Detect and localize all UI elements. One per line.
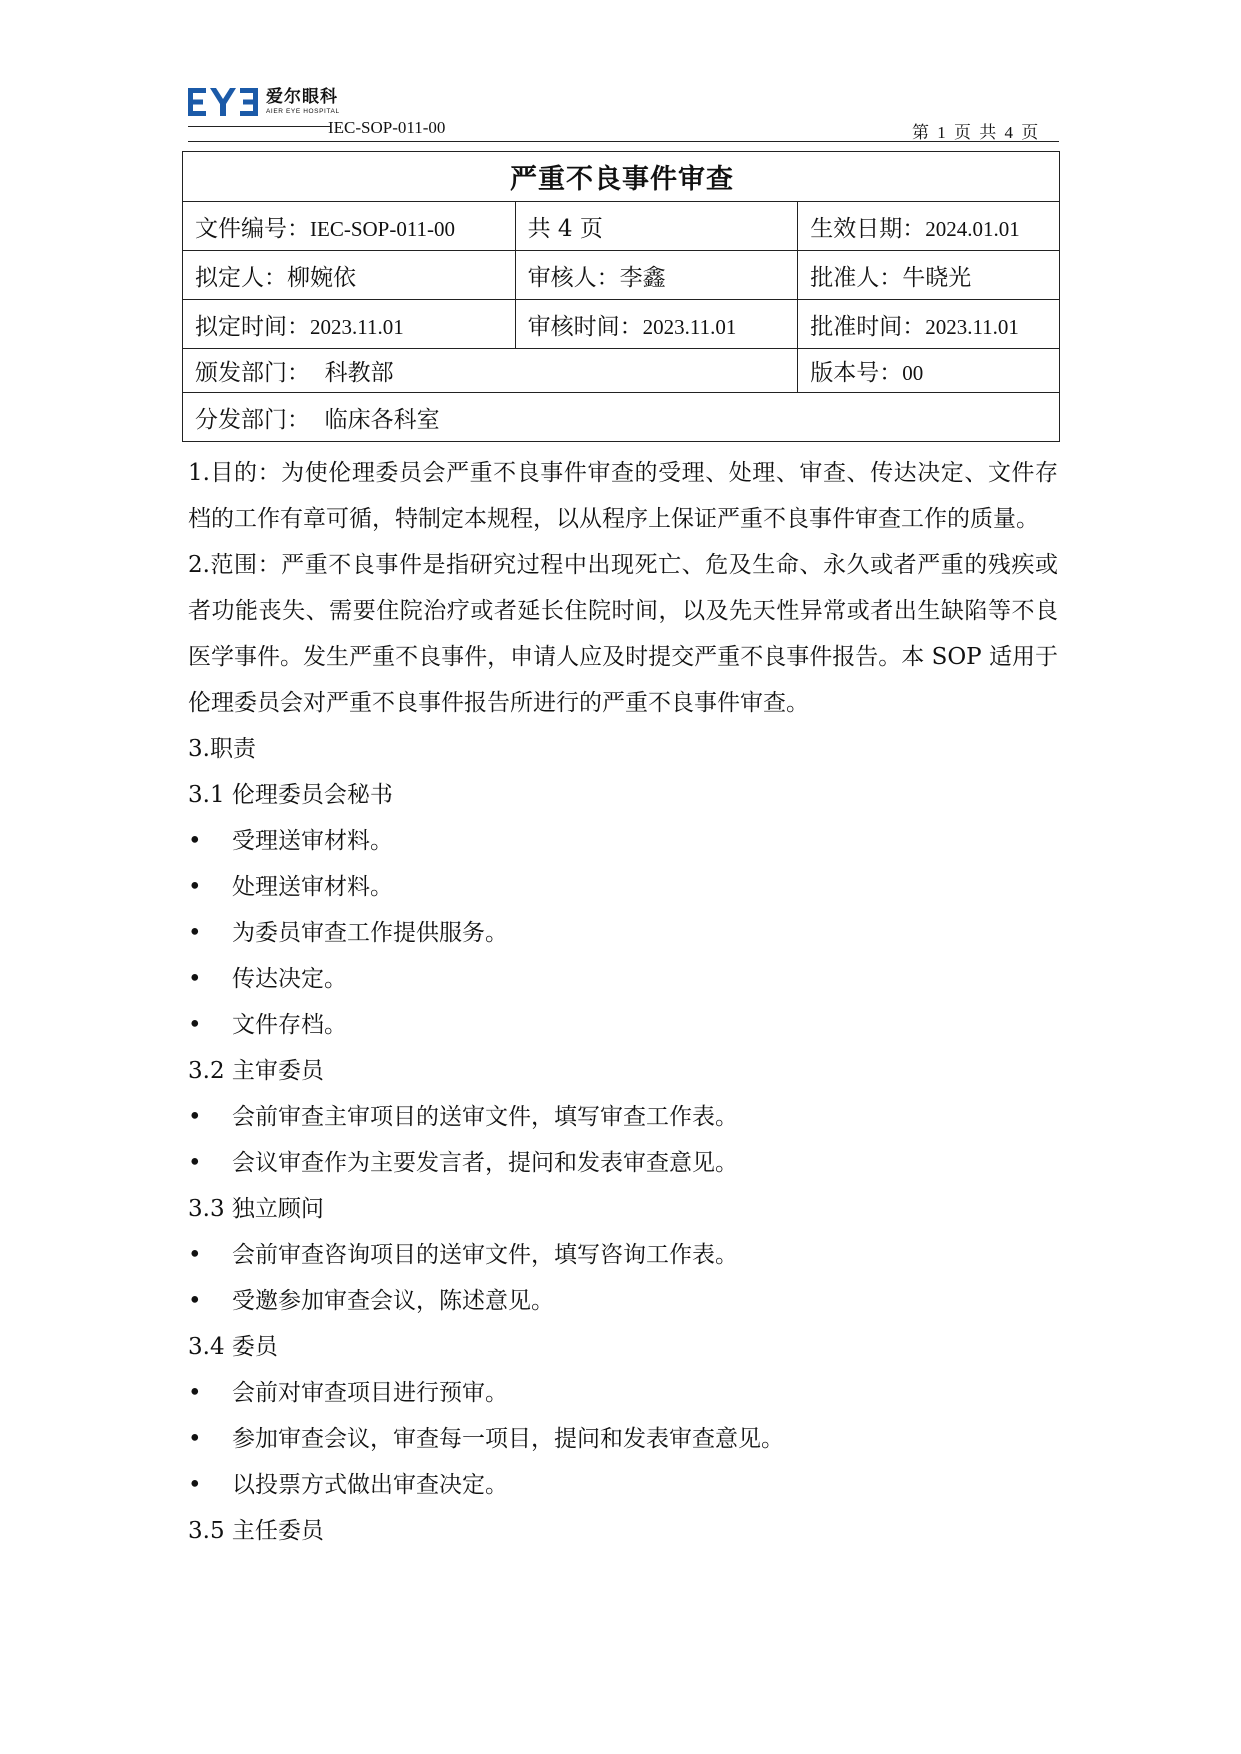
list-item: • 会前对审查项目进行预审。 xyxy=(188,1370,1058,1416)
draft-time-label: 拟定时间： xyxy=(195,313,310,340)
logo-english-name: AIER EYE HOSPITAL xyxy=(266,107,340,115)
approve-time-cell xyxy=(798,300,1060,349)
document-title: 严重不良事件审查 xyxy=(183,152,1060,202)
issue-department-value: 科教部 xyxy=(324,360,394,386)
list-item: • 受理送审材料。 xyxy=(188,818,1058,864)
list-item: • 受邀参加审查会议，陈述意见。 xyxy=(188,1278,1058,1324)
bullet-icon: • xyxy=(188,1380,202,1406)
eye-logo-icon xyxy=(188,86,258,118)
approver-cell xyxy=(798,251,1060,300)
effective-date-label: 生效日期： xyxy=(810,215,926,242)
bullet-icon: • xyxy=(188,966,202,992)
document-info-table xyxy=(182,151,1060,442)
file-number-label: 文件编号： xyxy=(195,215,310,242)
bullet-icon: • xyxy=(188,1472,202,1498)
list-item: • 会议审查作为主要发言者，提问和发表审查意见。 xyxy=(188,1140,1058,1186)
section-3-5-heading: 3.5 主任委员 xyxy=(188,1518,324,1544)
duties-heading: 3.职责 xyxy=(188,736,256,762)
effective-date-cell xyxy=(798,202,1060,251)
hospital-logo xyxy=(188,86,340,118)
review-time-label: 审核时间： xyxy=(527,313,643,340)
draft-time-cell xyxy=(183,300,516,349)
section-3-3-heading: 3.3 独立顾问 xyxy=(188,1196,324,1222)
list-item: • 处理送审材料。 xyxy=(188,864,1058,910)
list-item: • 以投票方式做出审查决定。 xyxy=(188,1462,1058,1508)
logo-underline xyxy=(188,126,330,127)
approver-label: 批准人： xyxy=(810,264,903,291)
bullet-icon: • xyxy=(188,1242,202,1268)
issue-department-cell xyxy=(183,349,798,393)
bullet-icon: • xyxy=(188,920,202,946)
bullet-icon: • xyxy=(188,874,202,900)
document-body xyxy=(188,450,1058,1554)
drafter-cell xyxy=(183,251,516,300)
reviewer-value: 李鑫 xyxy=(619,264,666,291)
issue-department-label: 颁发部门： xyxy=(195,360,310,386)
purpose-paragraph: 1.目的：为使伦理委员会严重不良事件审查的受理、处理、审查、传达决定、文件存档的工作有章可循，特制定本规程，以从程序上保证严重不良事件审查工作的质量。 xyxy=(188,460,1058,532)
version-cell xyxy=(798,349,1060,393)
draft-time-value: 2023.11.01 xyxy=(310,314,404,339)
distribution-department-value: 临床各科室 xyxy=(324,406,440,433)
header-page-info: 第 1 页 共 4 页 xyxy=(912,123,1039,142)
drafter-value: 柳婉依 xyxy=(287,264,356,291)
header-divider xyxy=(188,141,1059,142)
review-time-value: 2023.11.01 xyxy=(642,314,737,339)
bullet-icon: • xyxy=(188,1104,202,1130)
reviewer-label: 审核人： xyxy=(527,264,620,291)
logo-chinese-name: 爱尔眼科 xyxy=(266,86,338,107)
list-item: • 传达决定。 xyxy=(188,956,1058,1002)
section-3-4-heading: 3.4 委员 xyxy=(188,1334,278,1360)
bullet-icon: • xyxy=(188,828,202,854)
scope-paragraph: 2.范围：严重不良事件是指研究过程中出现死亡、危及生命、永久或者严重的残疾或者功能丧失、需要住院治疗或者延长住院时间，以及先天性异常或者出生缺陷等不良医学事件。发生严重不良事件，申请人应及时提交严重不良事件报告。本 SOP 适用于伦理委员会对严重不良事件报告所进行的严重不良事件审查。 xyxy=(188,552,1058,716)
approve-time-value: 2023.11.01 xyxy=(925,314,1019,339)
bullet-icon: • xyxy=(188,1150,202,1176)
list-item: • 参加审查会议，审查每一项目，提问和发表审查意见。 xyxy=(188,1416,1058,1462)
approve-time-label: 批准时间： xyxy=(810,313,926,340)
file-number-value: IEC-SOP-011-00 xyxy=(310,216,456,241)
reviewer-cell xyxy=(515,251,798,300)
list-item: • 为委员审查工作提供服务。 xyxy=(188,910,1058,956)
bullet-icon: • xyxy=(188,1012,202,1038)
drafter-label: 拟定人： xyxy=(195,264,287,291)
list-item: • 会前审查咨询项目的送审文件，填写咨询工作表。 xyxy=(188,1232,1058,1278)
list-item: • 文件存档。 xyxy=(188,1002,1058,1048)
header-document-code: IEC-SOP-011-00 xyxy=(328,118,446,137)
effective-date-value: 2024.01.01 xyxy=(925,216,1020,241)
total-pages-cell: 共 4 页 xyxy=(515,202,798,251)
version-value: 00 xyxy=(902,361,924,385)
section-3-1-heading: 3.1 伦理委员会秘书 xyxy=(188,782,393,808)
file-number-cell xyxy=(183,202,516,251)
list-item: • 会前审查主审项目的送审文件，填写审查工作表。 xyxy=(188,1094,1058,1140)
version-label: 版本号： xyxy=(810,360,903,386)
bullet-icon: • xyxy=(188,1288,202,1314)
review-time-cell xyxy=(515,300,798,349)
distribution-department-cell xyxy=(183,393,1060,442)
approver-value: 牛晓光 xyxy=(902,264,972,291)
section-3-2-heading: 3.2 主审委员 xyxy=(188,1058,324,1084)
bullet-icon: • xyxy=(188,1426,202,1452)
distribution-department-label: 分发部门： xyxy=(195,406,310,433)
